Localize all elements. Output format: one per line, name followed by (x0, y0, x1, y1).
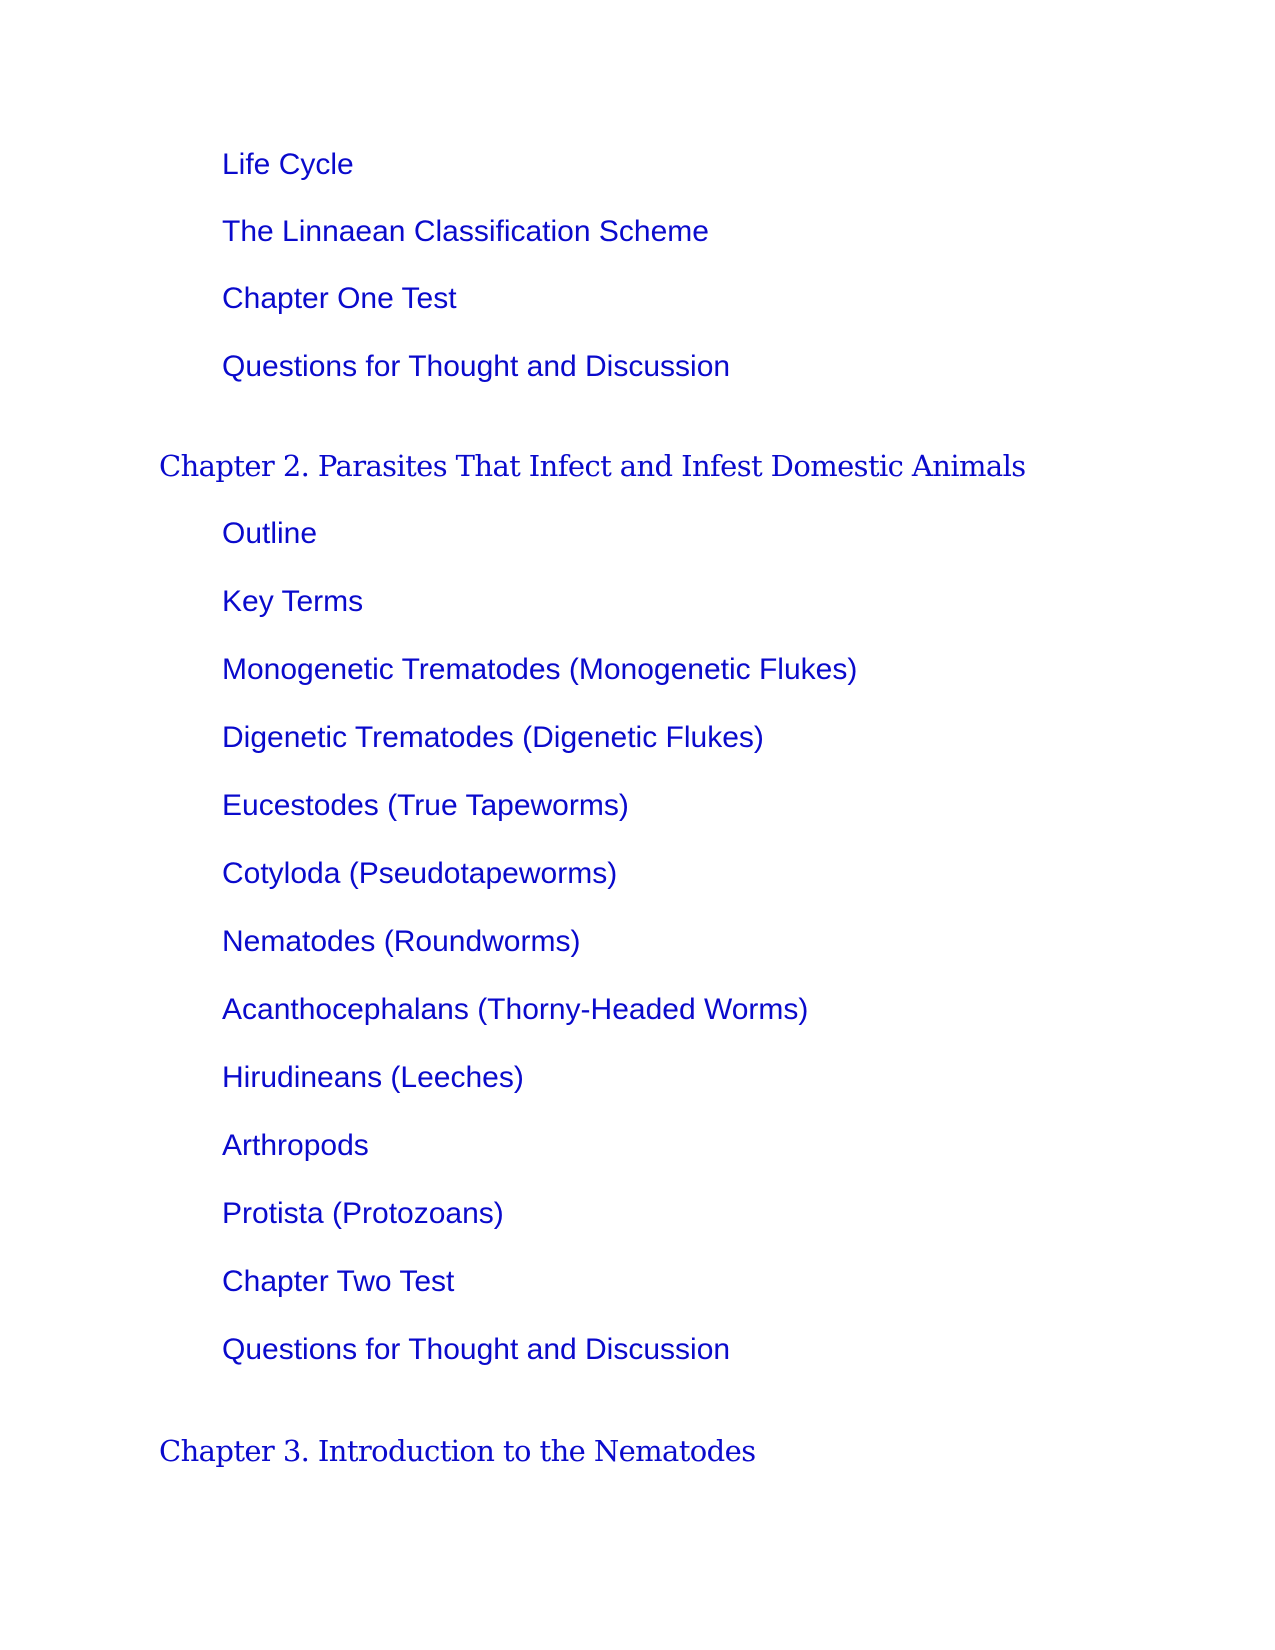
toc-link-outline[interactable]: Outline (222, 517, 318, 550)
toc-link-hirudineans[interactable]: Hirudineans (Leeches) (222, 1061, 524, 1094)
toc-link-chapter-two-test[interactable]: Chapter Two Test (222, 1265, 455, 1298)
toc-link-nematodes[interactable]: Nematodes (Roundworms) (222, 925, 581, 958)
toc-link-acanthocephalans[interactable]: Acanthocephalans (Thorny-Headed Worms) (222, 993, 809, 1026)
toc-link-monogenetic-trematodes[interactable]: Monogenetic Trematodes (Monogenetic Flukes) (222, 653, 858, 686)
toc-link-arthropods[interactable]: Arthropods (222, 1129, 369, 1162)
toc-link-ch1-questions-discussion[interactable]: Questions for Thought and Discussion (222, 350, 731, 383)
toc-link-key-terms[interactable]: Key Terms (222, 585, 364, 618)
toc-link-eucestodes[interactable]: Eucestodes (True Tapeworms) (222, 789, 629, 822)
toc-link-ch2-questions-discussion[interactable]: Questions for Thought and Discussion (222, 1333, 731, 1366)
toc-link-life-cycle[interactable]: Life Cycle (222, 148, 354, 181)
toc-link-cotyloda[interactable]: Cotyloda (Pseudotapeworms) (222, 857, 618, 890)
toc-link-chapter-2[interactable]: Chapter 2. Parasites That Infect and Infest Domestic Animals (159, 449, 1026, 483)
toc-link-chapter-3[interactable]: Chapter 3. Introduction to the Nematodes (159, 1434, 756, 1468)
toc-link-digenetic-trematodes[interactable]: Digenetic Trematodes (Digenetic Flukes) (222, 721, 764, 754)
toc-link-linnaean-classification-scheme[interactable]: The Linnaean Classification Scheme (222, 215, 709, 248)
toc-link-protista[interactable]: Protista (Protozoans) (222, 1197, 504, 1230)
toc-link-chapter-one-test[interactable]: Chapter One Test (222, 282, 457, 315)
